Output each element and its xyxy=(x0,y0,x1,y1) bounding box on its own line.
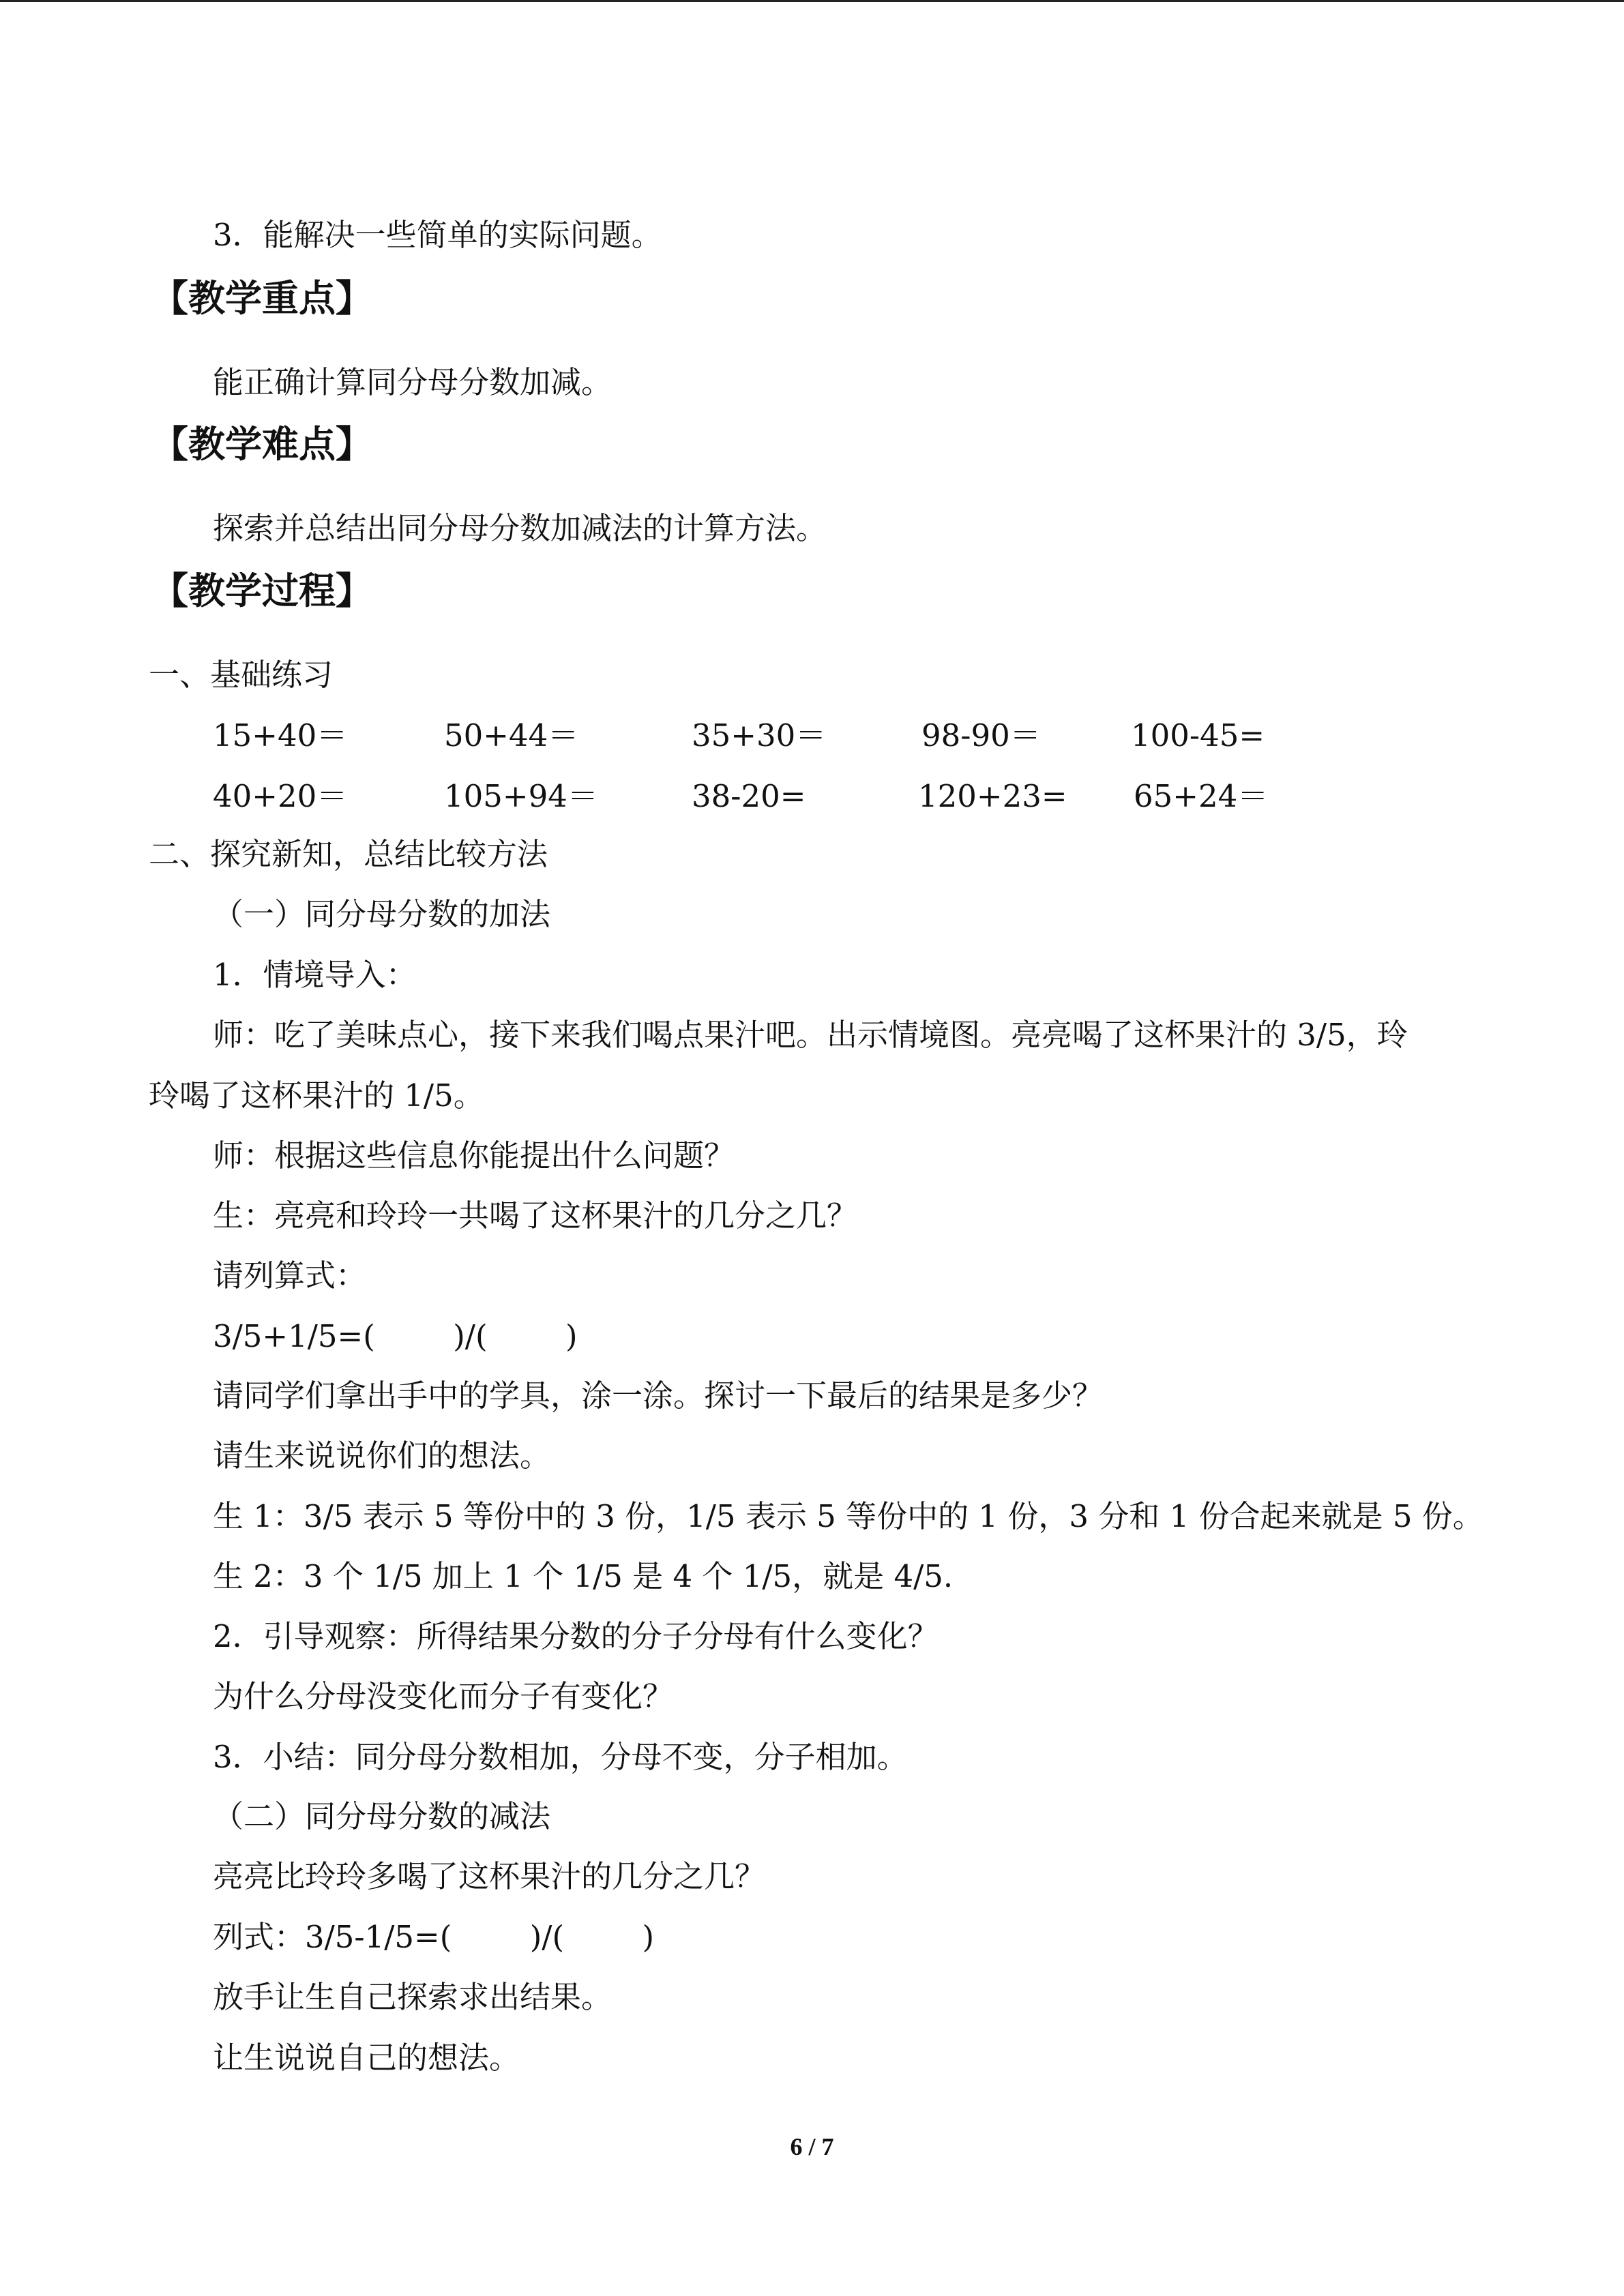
step-2: 2．引导观察：所得结果分数的分子分母有什么变化？ xyxy=(213,1618,939,1654)
exercise-item: 105+94＝ xyxy=(444,778,598,814)
page-number xyxy=(0,2132,1624,2162)
exercise-item: 100-45= xyxy=(1131,717,1265,754)
formula-addition: 3/5+1/5=( )/( ) xyxy=(213,1318,578,1354)
current-page: 6 xyxy=(790,2133,803,2160)
student-2-answer: 生 2：3 个 1/5 加上 1 个 1/5 是 4 个 1/5，就是 4/5. xyxy=(213,1558,954,1594)
why-question: 为什么分母没变化而分子有变化？ xyxy=(213,1678,674,1714)
explain-line: 让生说说自己的想法。 xyxy=(213,2040,520,2076)
key-point-text: 能正确计算同分母分数加减。 xyxy=(213,364,612,400)
subsection-title-addition: （一）同分母分数的加法 xyxy=(213,896,551,932)
teaching-goal-3: 3．能解决一些简单的实际问题。 xyxy=(213,217,662,253)
formula-prompt: 请列算式： xyxy=(213,1257,367,1294)
subsection-title-subtraction: （二）同分母分数的减法 xyxy=(213,1798,551,1834)
exercise-item: 120+23= xyxy=(918,778,1067,814)
exercise-item: 38-20= xyxy=(692,778,806,814)
subtraction-question: 亮亮比玲玲多喝了这杯果汁的几分之几？ xyxy=(213,1858,766,1894)
explore-line: 放手让生自己探索求出结果。 xyxy=(213,1979,612,2015)
exercise-item: 98-90＝ xyxy=(921,717,1041,754)
exercise-item: 65+24＝ xyxy=(1134,778,1269,814)
student-1-answer: 生 1：3/5 表示 5 等份中的 3 份，1/5 表示 5 等份中的 1 份，3 分和 1 份合起来就是 5 份。 xyxy=(213,1498,1483,1534)
heading-process: 【教学过程】 xyxy=(151,569,372,612)
difficulty-text: 探索并总结出同分母分数加减法的计算方法。 xyxy=(213,510,827,546)
step-3-summary: 3．小结：同分母分数相加，分母不变，分子相加。 xyxy=(213,1739,908,1775)
teacher-line-2: 师：根据这些信息你能提出什么问题？ xyxy=(213,1137,735,1174)
exercise-item: 50+44＝ xyxy=(444,717,579,754)
top-border-line xyxy=(0,0,1624,2)
section-title-basic-practice: 一、基础练习 xyxy=(149,657,334,693)
teacher-line-1: 师：吃了美味点心，接下来我们喝点果汁吧。出示情境图。亮亮喝了这杯果汁的 3/5，玲 xyxy=(213,1017,1408,1053)
exercise-item: 35+30＝ xyxy=(692,717,827,754)
formula-subtraction: 列式：3/5-1/5=( )/( ) xyxy=(213,1919,655,1955)
share-line: 请生来说说你们的想法。 xyxy=(213,1437,551,1474)
exercise-item: 15+40＝ xyxy=(213,717,348,754)
teacher-line-1-continued: 玲喝了这杯果汁的 1/5。 xyxy=(149,1077,484,1114)
exercise-item: 40+20＝ xyxy=(213,778,348,814)
section-title-explore: 二、探究新知，总结比较方法 xyxy=(149,836,548,872)
total-pages: 7 xyxy=(821,2133,834,2160)
heading-difficulty: 【教学难点】 xyxy=(151,423,372,466)
activity-line: 请同学们拿出手中的学具，涂一涂。探讨一下最后的结果是多少？ xyxy=(213,1377,1104,1414)
student-line-1: 生：亮亮和玲玲一共喝了这杯果汁的几分之几？ xyxy=(213,1197,858,1234)
heading-key-point: 【教学重点】 xyxy=(151,277,372,320)
page-separator: / xyxy=(802,2133,822,2160)
step-1: 1．情境导入： xyxy=(213,957,417,993)
